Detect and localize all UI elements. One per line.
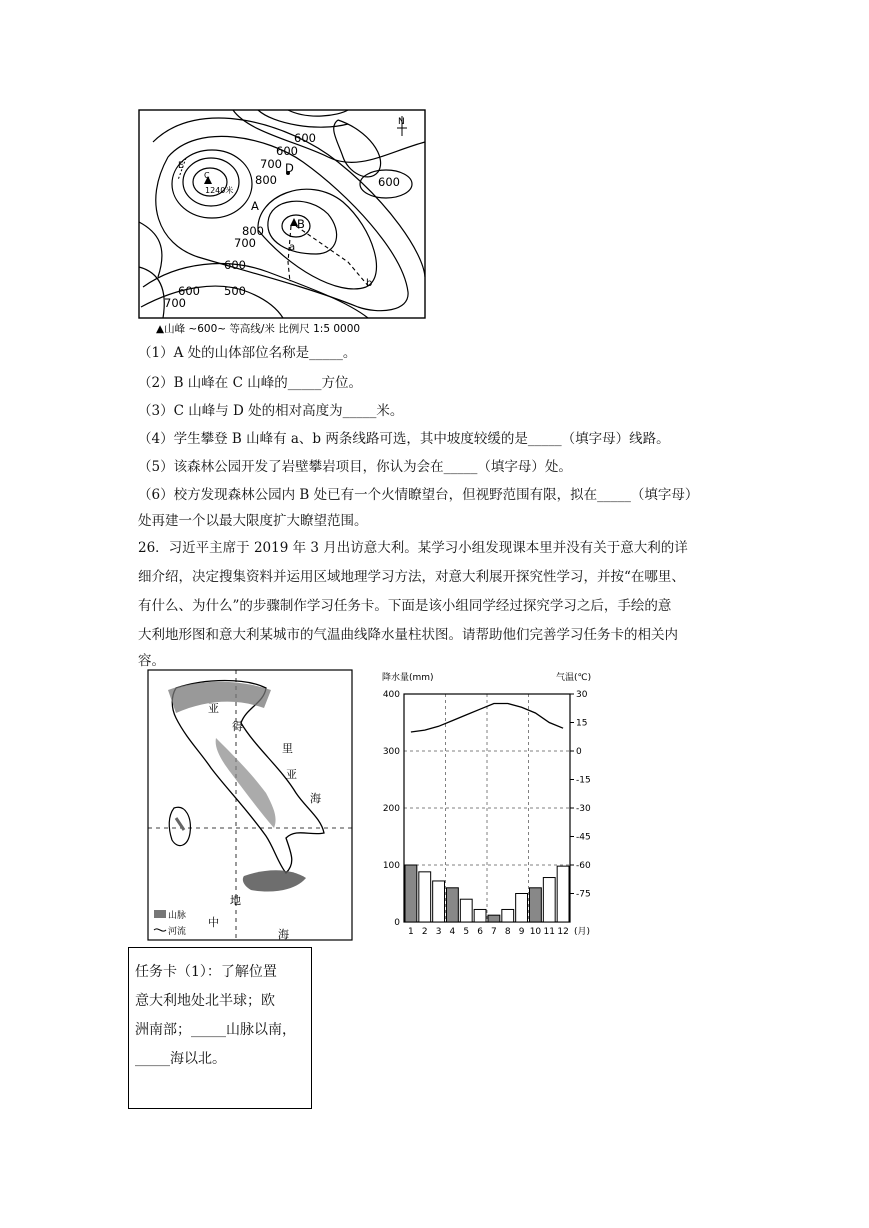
task-card-line: 意大利地处北半球；欧 [135, 993, 275, 1009]
contour-label: 600 [276, 144, 298, 158]
legend-river: 河流 [168, 927, 187, 937]
right-tick-label: -15 [576, 775, 591, 786]
contour-label: 600 [294, 131, 316, 145]
north-label: N [398, 117, 405, 127]
q26-line-2: 细介绍，决定搜集资料并运用区域地理学习方法，对意大利展开探究性学习，并按“在哪里、 [138, 569, 685, 585]
right-tick-label: -75 [576, 889, 591, 900]
precip-bar [460, 899, 472, 922]
month-tick-label: 3 [435, 927, 442, 937]
contour-label: 700 [260, 157, 282, 171]
question-1: （1）A 处的山体部位名称是_____。 [138, 345, 357, 361]
precip-bar [447, 888, 459, 922]
contour-label: 800 [255, 173, 277, 187]
task-card-line: _____海以北。 [135, 1051, 226, 1067]
climate-chart [376, 668, 608, 942]
sea-label-char: 亚 [286, 768, 297, 781]
precip-bar [419, 872, 431, 922]
route-label-a: a [289, 242, 296, 253]
month-tick-label: 8 [504, 927, 511, 937]
precip-bar [530, 888, 542, 922]
sea-label-char: 得 [232, 720, 243, 733]
question-5: （5）该森林公园开发了岩壁攀岩项目，你认为会在_____（填字母）处。 [138, 459, 572, 475]
left-tick-label: 100 [382, 861, 400, 871]
topo-legend: ▲山峰 ~600~ 等高线/米 比例尺 1:5 0000 [156, 323, 361, 335]
italy-topographic-map [146, 668, 356, 944]
right-tick-label: 0 [576, 747, 582, 757]
right-tick-label: 30 [576, 690, 588, 700]
contour-label: 600 [178, 284, 200, 298]
precip-bar [405, 865, 417, 922]
sea-label-char: 海 [278, 928, 289, 941]
month-tick-label: 6 [477, 927, 483, 937]
point-label-c: C [204, 171, 210, 180]
month-tick-label: 9 [518, 927, 525, 937]
contour-label: 600 [224, 258, 246, 272]
left-tick-label: 400 [382, 690, 400, 700]
point-label-b: B [297, 217, 305, 231]
sea-label-char: 亚 [208, 702, 219, 715]
right-axis-title: 气温(℃) [556, 673, 592, 683]
sea-label-char: 里 [282, 742, 293, 755]
precip-bar [474, 909, 486, 922]
sea-label-char: 地 [230, 894, 241, 907]
question-6-cont: 处再建一个以最大限度扩大瞭望范围。 [138, 513, 368, 529]
q26-line-3: 有什么、为什么”的步骤制作学习任务卡。下面是该小组同学经过探究学习之后，手绘的意 [138, 598, 672, 614]
question-3: （3）C 山峰与 D 处的相对高度为_____米。 [138, 403, 404, 419]
right-tick-label: -30 [576, 804, 591, 814]
point-label-e: E [178, 161, 184, 171]
month-tick-label: 1 [408, 927, 414, 937]
sea-label-char: 海 [310, 792, 321, 805]
left-axis-title: 降水量(mm) [382, 673, 434, 683]
contour-label: 800 [242, 224, 264, 238]
right-tick-label: -45 [576, 832, 591, 843]
month-tick-label: 4 [449, 927, 456, 937]
contour-label: 500 [224, 284, 246, 298]
question-4: （4）学生攀登 B 山峰有 a、b 两条线路可选，其中坡度较缓的是_____（填字母）线路。 [138, 431, 670, 447]
point-label-a-area: A [251, 199, 259, 213]
topographic-map [138, 102, 430, 340]
q26-line-1: 26．习近平主席于 2019 年 3 月出访意大利。某学习小组发现课本里并没有关于意大利的详 [138, 540, 688, 556]
month-tick-label: 2 [421, 927, 428, 937]
q26-line-4: 大利地形图和意大利某城市的气温曲线降水量柱状图。请帮助他们完善学习任务卡的相关内 [138, 627, 678, 643]
sea-label-char: 中 [208, 916, 219, 929]
month-tick-label: 7 [491, 927, 497, 937]
precip-bar [516, 894, 528, 923]
route-label-b: b [366, 278, 373, 289]
precip-bar [543, 878, 555, 922]
point-label-d: D [285, 161, 294, 175]
task-card [128, 947, 312, 1109]
precip-bar [502, 909, 514, 922]
right-tick-label: -60 [576, 861, 591, 871]
question-6: （6）校方发现森林公园内 B 处已有一个火情瞭望台，但视野范围有限，拟在_____（填字母） [138, 487, 699, 503]
legend-mountain: 山脉 [168, 911, 187, 921]
contour-label: 700 [164, 296, 186, 310]
contour-label: 700 [234, 236, 256, 250]
right-tick-label: 15 [576, 718, 588, 729]
precip-bar [433, 881, 445, 922]
month-tick-label: 11 [543, 927, 555, 937]
task-card-line: 任务卡（1）：了解位置 [135, 964, 277, 980]
month-tick-label: 5 [463, 927, 470, 937]
contour-label: 600 [378, 175, 400, 189]
month-tick-label: 10 [529, 927, 542, 937]
left-tick-label: 200 [382, 804, 400, 814]
precip-bar [557, 866, 569, 922]
peak-elevation: 1240米 [205, 186, 234, 195]
question-2: （2）B 山峰在 C 山峰的_____方位。 [138, 375, 362, 391]
left-tick-label: 300 [382, 747, 400, 757]
month-unit: (月) [574, 927, 591, 937]
task-card-line: 洲南部；_____山脉以南， [135, 1022, 296, 1038]
month-tick-label: 12 [557, 927, 569, 937]
left-tick-label: 0 [394, 918, 400, 928]
precip-bar [488, 915, 500, 922]
q26-line-5: 容。 [138, 653, 165, 669]
